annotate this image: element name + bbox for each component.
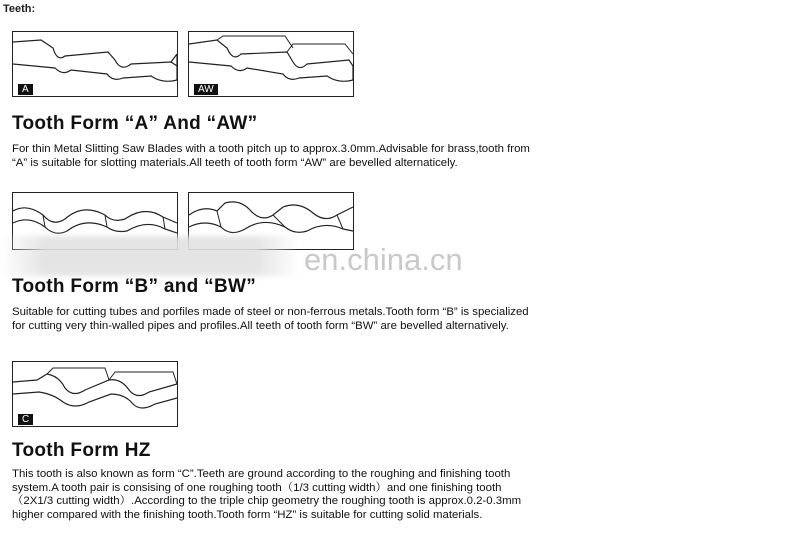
description-line: higher compared with the finishing tooth.Tooth form “HZ” is suitable for cutting solid materials. [12,508,483,521]
watermark: en.china.cn [304,242,463,277]
tooth-c-drawing [13,362,179,428]
tooth-diagram-a [12,31,178,97]
description-line: system.A tooth pair is consising of one roughing tooth（1/3 cutting width）and one finishing tooth [12,481,502,494]
description-tooth-form-hz [12,468,521,522]
tooth-tag-aw: AW [194,84,218,95]
tooth-diagram-aw [188,31,354,97]
tooth-a-drawing [13,32,179,98]
description-tooth-form-a-aw [12,143,530,170]
heading-tooth-form-hz: Tooth Form HZ [12,440,151,461]
description-line: “A” is suitable for slotting materials.All teeth of tooth form “AW” are bevelled alternaticely. [12,156,458,169]
description-tooth-form-b-bw [12,306,529,333]
description-line: Suitable for cutting tubes and porfiles made of steel or non-ferrous metals.Tooth form “B” is specialized [12,306,529,318]
watermark-blur-band [0,236,300,276]
heading-tooth-form-a-aw: Tooth Form “A” And “AW” [12,113,258,134]
description-line: This tooth is also known as form “C”.Teeth are ground according to the roughing and finishing tooth [12,468,511,480]
tooth-tag-c: C [18,414,33,425]
tooth-diagram-c [12,361,178,427]
tooth-tag-a: A [18,84,33,95]
teeth-label: Teeth: [3,3,36,15]
description-line: （2X1/3 cutting width）.According to the triple chip geometry the roughing tooth is approx.0.2-0.3mm [12,495,522,507]
description-line: For thin Metal Slitting Saw Blades with a tooth pitch up to approx.3.0mm.Advisable for brass,tooth from [12,143,530,155]
heading-tooth-form-b-bw: Tooth Form “B” and “BW” [12,276,257,297]
description-line: for cutting very thin-walled pipes and profiles.All teeth of tooth form “BW” are bevelled alternatively. [12,319,509,332]
